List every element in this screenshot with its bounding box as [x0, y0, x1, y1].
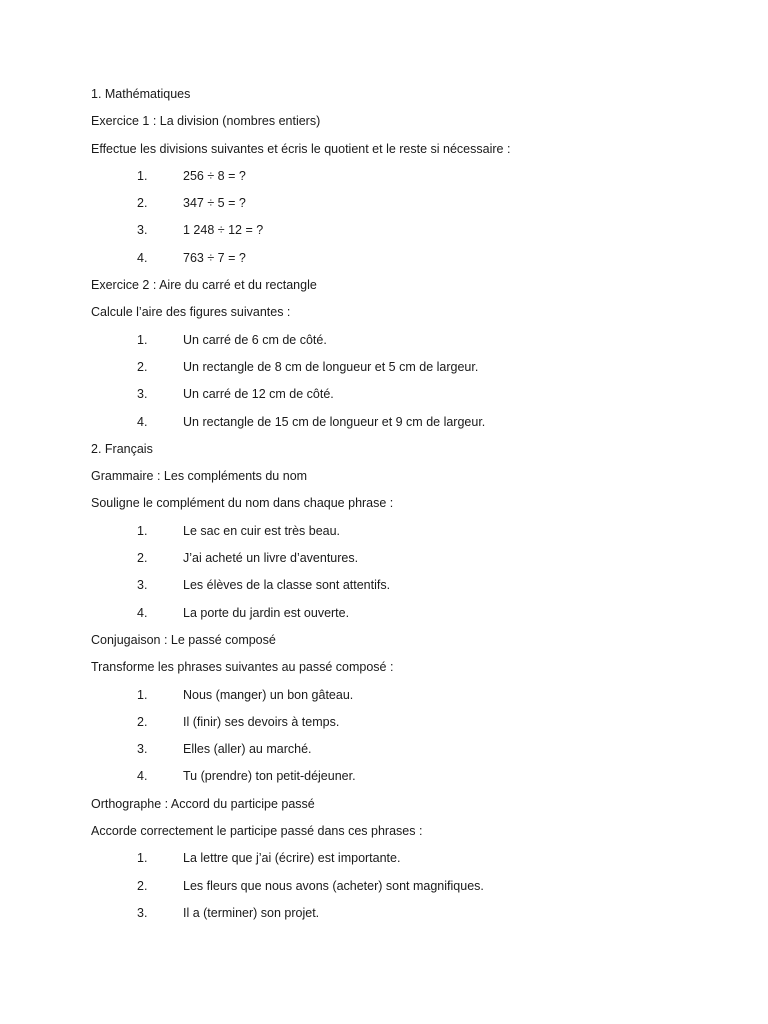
item-number: 2.	[137, 196, 148, 211]
item-number: 1.	[137, 168, 148, 183]
item-number: 1.	[137, 523, 148, 538]
exercise-title: Exercice 2 : Aire du carré et du rectangle	[91, 278, 317, 293]
item-number: 3.	[137, 387, 148, 402]
exercise-title: Orthographe : Accord du participe passé	[91, 796, 315, 811]
exercise-instruction: Effectue les divisions suivantes et écris le quotient et le reste si nécessaire :	[91, 141, 511, 156]
list-item	[91, 357, 691, 384]
exercise-instruction: Accorde correctement le participe passé dans ces phrases :	[91, 824, 423, 839]
list-item	[91, 521, 691, 548]
item-text: J’ai acheté un livre d’aventures.	[183, 551, 359, 566]
exercise-instruction: Calcule l’aire des figures suivantes :	[91, 305, 291, 320]
item-number: 4.	[137, 414, 148, 429]
list-item	[91, 603, 691, 630]
list-item	[91, 903, 691, 930]
list-item	[91, 575, 691, 602]
section-heading-math: 1. Mathématiques	[91, 87, 191, 101]
item-text: Il a (terminer) son projet.	[183, 905, 320, 920]
section-heading-french: 2. Français	[91, 441, 153, 456]
exercise-title: Grammaire : Les compléments du nom	[91, 469, 308, 484]
item-text: Tu (prendre) ton petit-déjeuner.	[183, 769, 356, 784]
list-item	[91, 166, 691, 193]
item-text: Nous (manger) un bon gâteau.	[183, 687, 354, 702]
item-text: 1 248 ÷ 12 = ?	[183, 223, 264, 238]
item-number: 1.	[137, 687, 148, 702]
item-number: 2.	[137, 551, 148, 566]
item-text: Un rectangle de 8 cm de longueur et 5 cm de largeur.	[183, 359, 479, 374]
item-text: Un carré de 6 cm de côté.	[183, 332, 327, 347]
item-number: 3.	[137, 742, 148, 757]
list-item	[91, 848, 691, 875]
item-number: 1.	[137, 851, 148, 866]
item-text: Les élèves de la classe sont attentifs.	[183, 578, 391, 593]
item-number: 3.	[137, 905, 148, 920]
item-number: 3.	[137, 578, 148, 593]
item-number: 2.	[137, 714, 148, 729]
item-text: La porte du jardin est ouverte.	[183, 605, 350, 620]
list-item	[91, 712, 691, 739]
item-text: Il (finir) ses devoirs à temps.	[183, 714, 340, 729]
item-text: Elles (aller) au marché.	[183, 742, 312, 757]
item-text: 763 ÷ 7 = ?	[183, 250, 246, 265]
list-item	[91, 766, 691, 793]
exercise-instruction: Souligne le complément du nom dans chaque phrase :	[91, 496, 394, 511]
item-number: 4.	[137, 605, 148, 620]
item-text: Un carré de 12 cm de côté.	[183, 387, 334, 402]
item-number: 2.	[137, 878, 148, 893]
list-item	[91, 685, 691, 712]
list-item	[91, 193, 691, 220]
list-item	[91, 548, 691, 575]
list-item	[91, 384, 691, 411]
list-item	[91, 330, 691, 357]
list-item	[91, 739, 691, 766]
list-item	[91, 220, 691, 247]
item-text: 256 ÷ 8 = ?	[183, 168, 246, 183]
item-text: La lettre que j’ai (écrire) est importante.	[183, 851, 401, 866]
item-number: 4.	[137, 769, 148, 784]
item-text: 347 ÷ 5 = ?	[183, 196, 246, 211]
item-number: 4.	[137, 250, 148, 265]
list-item	[91, 412, 691, 439]
item-number: 2.	[137, 359, 148, 374]
exercise-title: Exercice 1 : La division (nombres entiers)	[91, 114, 321, 129]
item-text: Les fleurs que nous avons (acheter) sont magnifiques.	[183, 878, 484, 893]
list-item	[91, 876, 691, 903]
item-text: Un rectangle de 15 cm de longueur et 9 cm de largeur.	[183, 414, 486, 429]
worksheet-page	[91, 84, 691, 930]
exercise-instruction: Transforme les phrases suivantes au passé composé :	[91, 660, 394, 675]
list-item	[91, 248, 691, 275]
exercise-title: Conjugaison : Le passé composé	[91, 632, 276, 647]
item-text: Le sac en cuir est très beau.	[183, 523, 341, 538]
item-number: 1.	[137, 332, 148, 347]
item-number: 3.	[137, 223, 148, 238]
